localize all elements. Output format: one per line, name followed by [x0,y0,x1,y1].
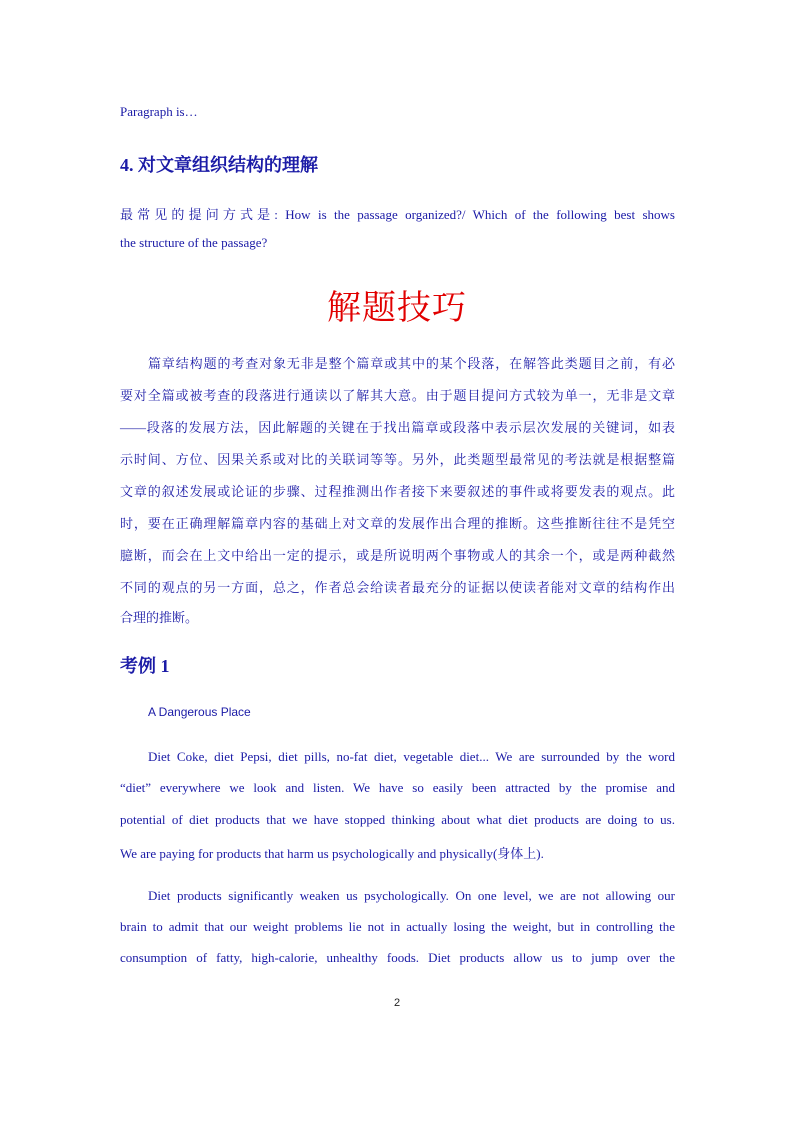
passage-line: Diet products significantly weaken us psychologically. On one level, we are not allowing our [148,888,675,903]
section-4-line-1: 最常见的提问方式是: How is the passage organized?/ Which of the following best shows [120,207,675,222]
tips-line: 要对全篇或被考查的段落进行通读以了解其大意。由于题目提问方式较为单一，无非是文章 [120,388,675,403]
tips-line: 示时间、方位、因果关系或对比的关联词等等。另外，此类题型最常见的考法就是根据整篇 [120,452,675,467]
tips-line: 时，要在正确理解篇章内容的基础上对文章的发展作出合理的推断。这些推断往往不是凭空 [120,516,675,531]
tips-line: 篇章结构题的考查对象无非是整个篇章或其中的某个段落，在解答此类题目之前，有必 [148,356,675,371]
passage-title: A Dangerous Place [148,705,251,719]
tips-line: 臆断，而会在上文中给出一定的提示，或是所说明两个事物或人的其余一个，或是两种截然 [120,548,675,563]
tips-line: 不同的观点的另一方面，总之，作者总会给读者最充分的证据以使读者能对文章的结构作出 [120,580,675,595]
tips-line: ——段落的发展方法，因此解题的关键在于找出篇章或段落中表示层次发展的关键词，如表 [120,420,675,435]
passage-line: “diet” everywhere we look and listen. We have so easily been attracted by the promise and [120,780,675,795]
tips-line: 合理的推断。 [120,610,199,625]
tips-line: 文章的叙述发展或论证的步骤、过程推测出作者接下来要叙述的事件或将要发表的观点。此 [120,484,675,499]
example-heading: 考例 1 [120,656,170,676]
tips-title: 解题技巧 [327,290,467,327]
passage-line: potential of diet products that we have stopped thinking about what diet products are doing to us. [120,812,675,827]
continuation-text: Paragraph is… [120,104,198,119]
passage-line: brain to admit that our weight problems lie not in actually losing the weight, but in controlling the [120,919,675,934]
page-number: 2 [393,997,401,1009]
section-4-line-2: the structure of the passage? [120,235,268,250]
section-4-heading: 4. 对文章组织结构的理解 [120,155,318,175]
passage-line: We are paying for products that harm us psychologically and physically(身体上). [120,846,544,861]
passage-line: consumption of fatty, high-calorie, unhealthy foods. Diet products allow us to jump over the [120,950,675,965]
passage-line: Diet Coke, diet Pepsi, diet pills, no-fat diet, vegetable diet... We are surrounded by the word [148,749,675,764]
